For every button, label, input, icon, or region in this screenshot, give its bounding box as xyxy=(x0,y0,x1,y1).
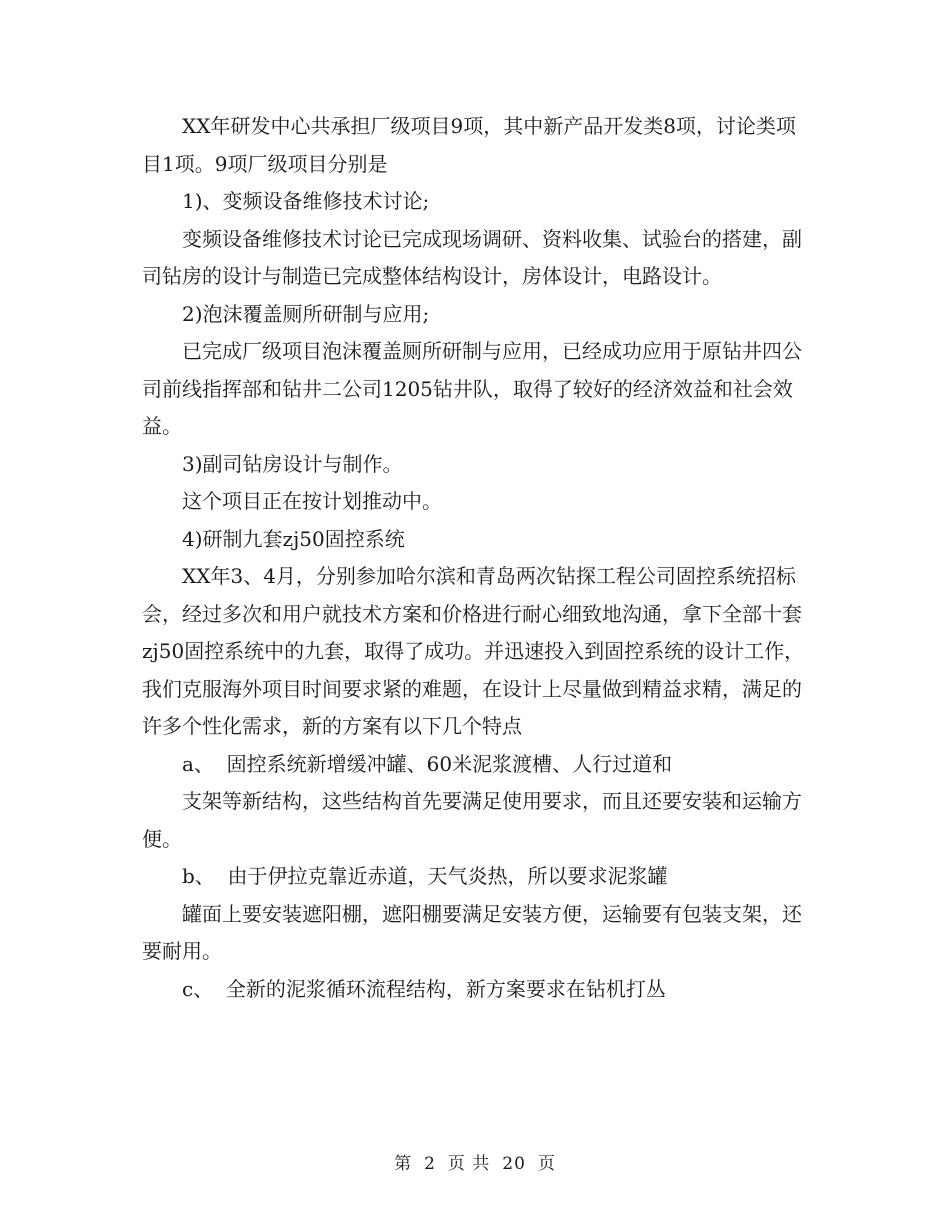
feature-a-continued: 支架等新结构，这些结构首先要满足使用要求，而且还要安装和运输方便。 xyxy=(142,789,802,851)
feature-b-text: 由于伊拉克靠近赤道，天气炎热，所以要求泥浆罐 xyxy=(227,864,668,888)
feature-b xyxy=(142,858,812,896)
feature-b-continued: 罐面上要安装遮阳棚，遮阳棚要满足安装方便，运输要有包装支架，还要耐用。 xyxy=(142,901,802,963)
paragraph-item-4: XX年3、4月，分别参加哈尔滨和青岛两次钻探工程公司固控系统招标会，经过多次和用户就技术方案和价格进行耐心细致地沟通，拿下全部十套zj50固控系统中的九套，取得了成功。并迅速投入到固控系统的设计工作，我们克服海外项目时间要求紧的难题，在设计上尽量做到精益求精，满足的许多个性化需求，新的方案有以下几个特点 xyxy=(142,564,805,738)
footer-total-pages: 20 xyxy=(502,1154,526,1174)
paragraph-item-2: 已完成厂级项目泡沫覆盖厕所研制与应用，已经成功应用于原钻井四公司前线指挥部和钻井二公司1205钻井队，取得了较好的经济效益和社会效益。 xyxy=(142,339,802,438)
page-footer xyxy=(0,1152,950,1176)
item-heading-4: 4)研制九套zj50固控系统 xyxy=(182,526,405,551)
footer-suffix: 页 xyxy=(537,1154,556,1174)
document-body xyxy=(142,108,812,1008)
item-heading-1: 1)、变频设备维修技术讨论; xyxy=(182,189,430,213)
paragraph-item-3: 这个项目正在按计划推动中。 xyxy=(182,489,442,513)
item-heading-2: 2)泡沫覆盖厕所研制与应用; xyxy=(182,301,430,326)
feature-c xyxy=(142,971,812,1009)
feature-c-text: 全新的泥浆循环流程结构，新方案要求在钻机打丛 xyxy=(225,976,666,1001)
footer-middle: 页 共 xyxy=(447,1154,491,1174)
footer-page-number: 2 xyxy=(424,1154,436,1174)
paragraph-item-1: 变频设备维修技术讨论已完成现场调研、资料收集、试验台的搭建，副司钻房的设计与制造已完成整体结构设计，房体设计，电路设计。 xyxy=(142,226,802,288)
footer-prefix: 第 xyxy=(394,1154,413,1174)
feature-a xyxy=(142,746,812,784)
feature-a-text: 固控系统新增缓冲罐、60米泥浆渡槽、人行过道和 xyxy=(226,751,673,776)
feature-c-label: c、 xyxy=(182,976,214,1001)
feature-a-label: a、 xyxy=(182,751,214,776)
paragraph-intro: XX年研发中心共承担厂级项目9项，其中新产品开发类8项，讨论类项目1项。9项厂级项目分别是 xyxy=(142,114,796,176)
item-heading-3: 3)副司钻房设计与制作。 xyxy=(182,451,403,476)
feature-b-label: b、 xyxy=(182,864,215,888)
